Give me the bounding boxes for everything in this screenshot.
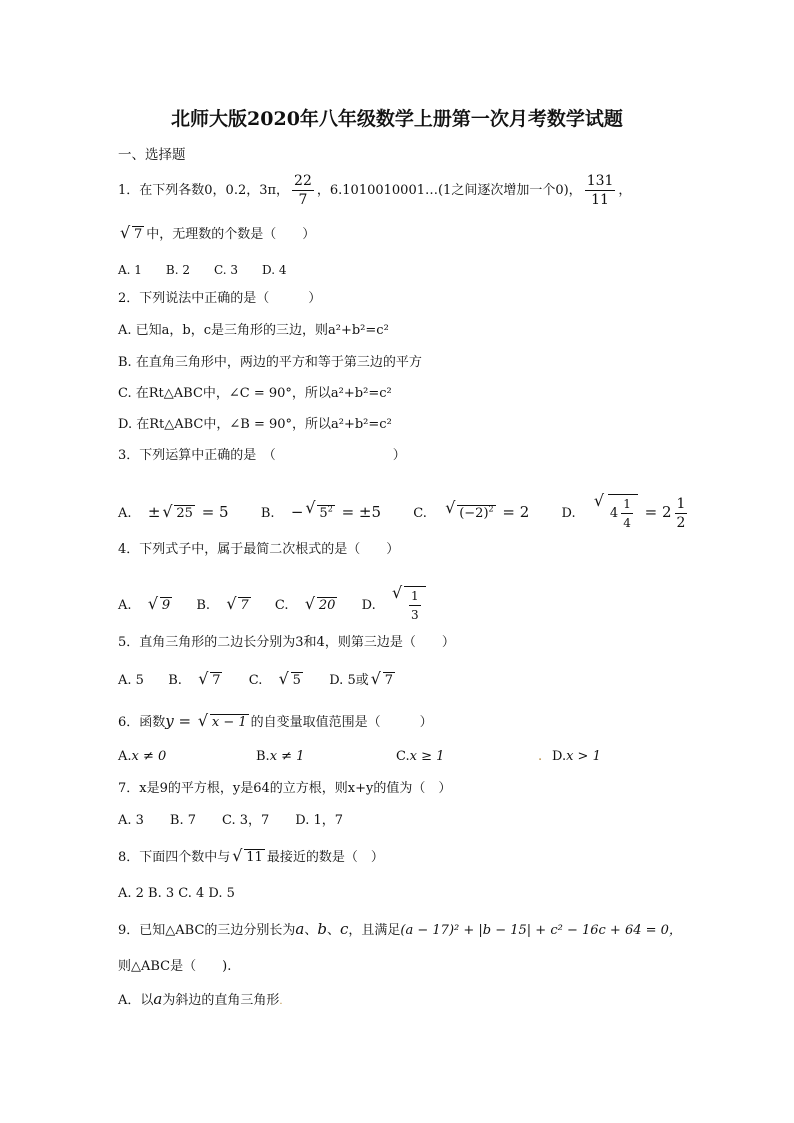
question-7-options: A. 3 B. 7 C. 3，7 D. 1，7	[118, 813, 344, 828]
sqrt-neg2-squared: √ $(-2)^2$	[445, 501, 495, 523]
question-1-options: A. 1 B. 2 C. 3 D. 4	[118, 263, 287, 277]
question-9-stem: 9．已知△ABC的三边分别长为a、b、c，且满足(a − 17)² + |b − 15| + c² − 16c + 64 = 0，	[118, 920, 682, 938]
exam-page: 北师大版2020年八年级数学上册第一次月考数学试题 一、选择题 1．在下列各数0，0.2，3π， $\frac{22}{7}$ ，6.1010010001…(1之间逐次增加一个0)， $\frac{131}{11}$ ， √ 7 中，无理数的个数是（ ） A. 1 B. 2 C. 3 D. 4 2．下列说法中正确的是（ ） A. 已知a，b，c是三角形的三边，则a²+b²=c² B. 在直角三角形中，两边的平方和等于第三边的平方 C. 在Rt△ABC中，∠C = 90°，所以a²+b²=c² D. 在Rt△ABC中，∠B = 90°，所以a²+b²=c² 3．下列运算中正确的是 （ ） A. ±√ 25 = 5 B. −√ $5^2 = \pm 5$ C. √ $(-2)^2 = 2$ D. √ 4 $\frac{1}{4}$ = 2 $\frac{1}{2}$ 4．下列式子中，属于最简二次根式的是（ ） A. √ 9 B. √ 7 C. √ 20 D. √ $\frac{1}{3}$ 5．直角三角形的二边长分别为3和4，则第三边是（ ） A. 5 B. √ 7 C. √ 5 D. 5或√ 7 6．函数y = √ x − 1 的自变量取值范围是（ ） A.x ≠ 0 B.x ≠ 1 C.x ≥ 1 . D.x > 1 7．x是9的平方根，y是64的立方根，则x+y的值为（ ） A. 3 B. 7 C. 3，7 D. 1，7 8．下面四个数中与√ 11 最接近的数是（ ） A. 2 B. 3 C. 4 D. 5 9．已知△ABC的三边分别长为a、b、c，且满足(a − 17)² + |b − 15| + c² − 16c + 64 = 0， 则△ABC是（ ). A．以a为斜边的直角三角形.	[0, 0, 794, 1123]
question-2-stem: 2．下列说法中正确的是（ ）	[118, 291, 322, 306]
sqrt-7: √ 7	[226, 597, 250, 615]
question-9-line-2: 则△ABC是（ ).	[118, 959, 232, 974]
question-7-stem: 7．x是9的平方根，y是64的立方根，则x+y的值为（ ）	[118, 781, 452, 796]
question-1-mid: ，6.1010010001…(1之间逐次增加一个0)，	[316, 183, 582, 198]
fraction-1-2: $\frac{1}{2}$	[676, 496, 686, 531]
question-2-option-c: C. 在Rt△ABC中，∠C = 90°，所以a²+b²=c²	[118, 386, 392, 401]
question-5-stem: 5．直角三角形的二边长分别为3和4，则第三边是（ ）	[118, 635, 455, 650]
question-3-options: A. ±√ 25 = 5 B. −√ $5^2 = \pm 5$ C. √ $(-2)^2 = 2$ D. √ 4 $\frac{1}{4}$ = 2 $\frac{1}{2}$	[118, 494, 690, 532]
section-heading: 一、选择题	[118, 147, 186, 163]
question-5-options: A. 5 B. √ 7 C. √ 5 D. 5或√ 7	[118, 672, 397, 690]
sqrt-4-and-quarter: √ 4 $\frac{1}{4}$	[594, 494, 638, 532]
question-4-stem: 4．下列式子中，属于最简二次根式的是（ ）	[118, 542, 400, 557]
question-8-options: A. 2 B. 3 C. 4 D. 5	[118, 886, 235, 901]
question-2-option-b: B. 在直角三角形中，两边的平方和等于第三边的平方	[118, 355, 422, 370]
fraction-131-11: $\frac{131}{11}$	[586, 173, 614, 208]
question-1-lead: 1．在下列各数0，0.2，3π，	[118, 183, 290, 198]
question-6-stem: 6．函数y = √ x − 1 的自变量取值范围是（ ）	[118, 712, 433, 732]
sqrt-7: √ 7	[371, 672, 395, 690]
sqrt-5: √ 5	[279, 672, 303, 690]
question-2-option-a: A. 已知a，b，c是三角形的三边，则a²+b²=c²	[118, 323, 389, 338]
question-1-line-1: 1．在下列各数0，0.2，3π， $\frac{22}{7}$ ，6.1010010001…(1之间逐次增加一个0)， $\frac{131}{11}$ ，	[118, 173, 632, 208]
sqrt-x-minus-1: √ x − 1	[198, 714, 249, 732]
question-4-options: A. √ 9 B. √ 7 C. √ 20 D. √ $\frac{1}{3}$	[118, 586, 428, 624]
sqrt-7: √ 7	[120, 226, 144, 244]
sqrt-25: √ 25	[162, 505, 195, 523]
sqrt-9: √ 9	[148, 597, 172, 615]
question-1-line-2: √ 7 中，无理数的个数是（ ）	[118, 226, 315, 244]
question-3-stem: 3．下列运算中正确的是 （ ）	[118, 448, 406, 463]
question-8-stem: 8．下面四个数中与√ 11 最接近的数是（ ）	[118, 849, 384, 867]
question-2-option-d: D. 在Rt△ABC中，∠B = 90°，所以a²+b²=c²	[118, 417, 392, 432]
sqrt-7: √ 7	[198, 672, 222, 690]
equation-condition: (a − 17)² + |b − 15| + c² − 16c + 64 = 0，	[400, 923, 682, 938]
sqrt-5-squared: √ $5^2$	[305, 501, 334, 523]
sqrt-11: √ 11	[232, 849, 265, 867]
sqrt-one-third: √ $\frac{1}{3}$	[392, 586, 426, 624]
question-9-option-a: A．以a为斜边的直角三角形.	[118, 990, 283, 1008]
fraction-22-7: $\frac{22}{7}$	[294, 173, 312, 208]
page-title: 北师大版2020年八年级数学上册第一次月考数学试题	[171, 108, 623, 130]
sqrt-20: √ 20	[305, 597, 338, 615]
